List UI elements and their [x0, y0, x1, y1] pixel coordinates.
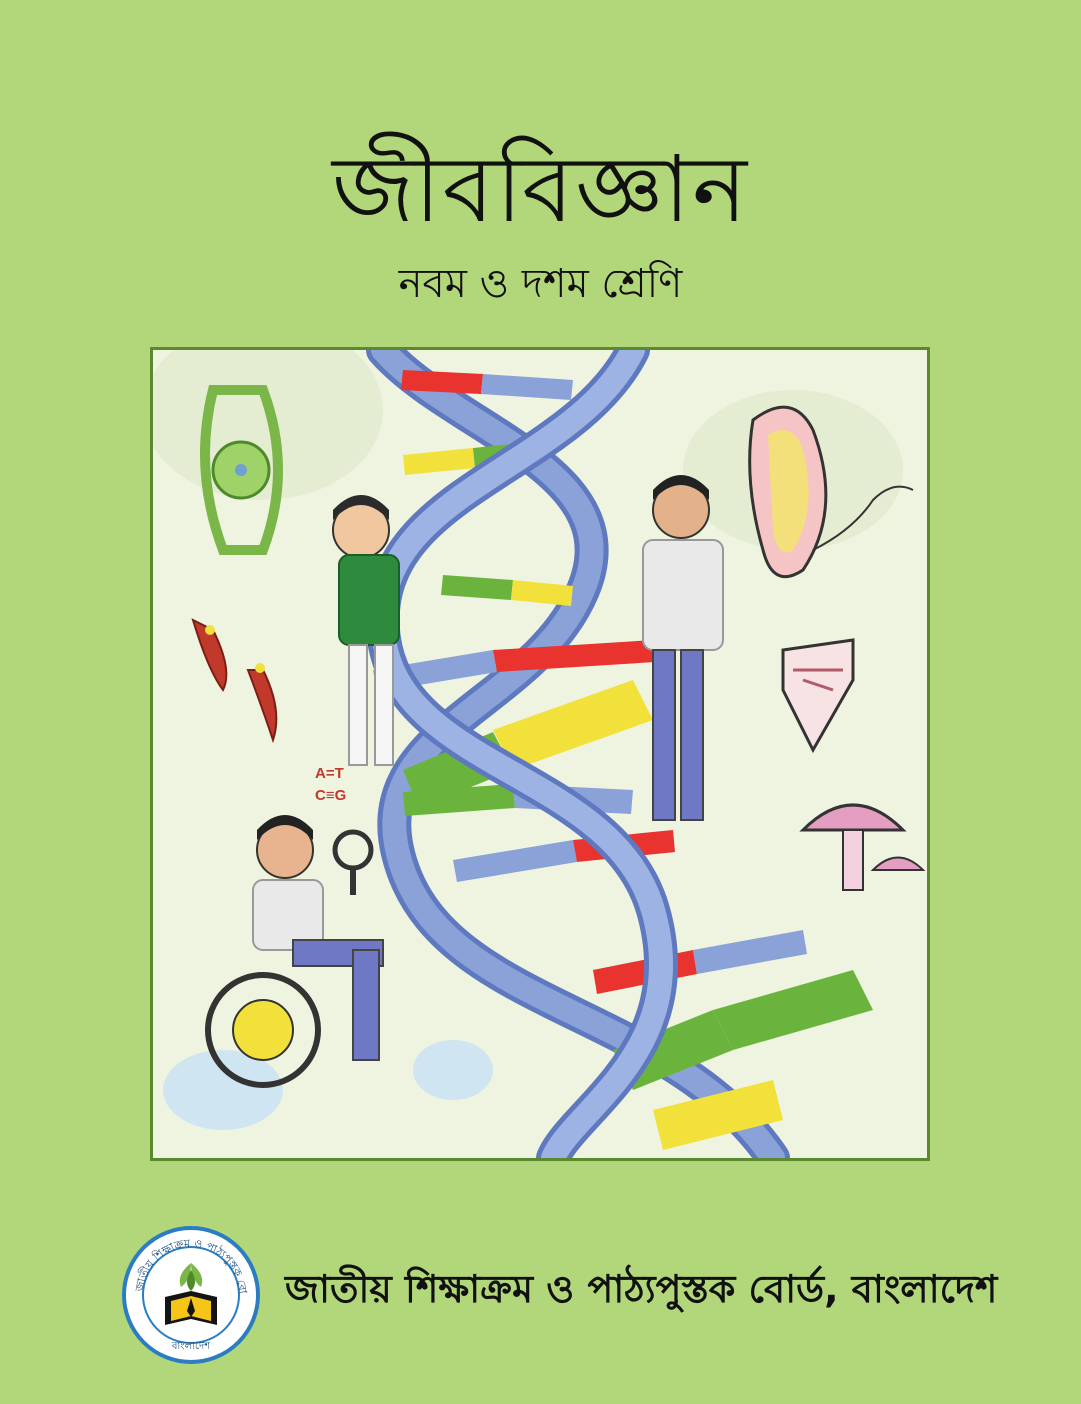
illustration-svg [153, 350, 927, 1158]
board-logo [121, 1225, 261, 1365]
base-blue [481, 374, 573, 400]
student-boy [643, 475, 723, 820]
base-green [441, 575, 513, 600]
base-yellow [403, 448, 475, 475]
book-subtitle: নবম ও দশম শ্রেণি [398, 261, 683, 307]
publisher-name: জাতীয় শিক্ষাক্রম ও পাঠ্যপুস্তক বোর্ড, বাংলাদেশ [285, 1267, 998, 1311]
book-title: জীববিজ্ঞান [331, 136, 749, 243]
cover-illustration [150, 347, 930, 1161]
base-pair-label-cg: C≡G [315, 787, 347, 804]
student-girl [333, 495, 399, 765]
logo-bottom-text: বাংলাদেশ [171, 1341, 211, 1352]
student-wheelchair [208, 815, 383, 1085]
base-yellow [511, 580, 573, 606]
spindle-cell [783, 640, 853, 750]
base-blue [453, 840, 577, 882]
water-splash [163, 1050, 283, 1130]
base-red [493, 640, 655, 672]
mushroom [803, 805, 923, 890]
magnifying-glass-icon [335, 832, 371, 868]
base-green [713, 970, 873, 1050]
logo-ring-text: জাতীয় শিক্ষাক্রম ও পাঠ্যপুস্তক বো [132, 1236, 250, 1295]
base-pair-label-at: A=T [315, 765, 344, 782]
base-blue [693, 930, 807, 974]
base-red [401, 370, 483, 394]
chromosomes [193, 620, 276, 740]
water-splash [413, 1040, 493, 1100]
